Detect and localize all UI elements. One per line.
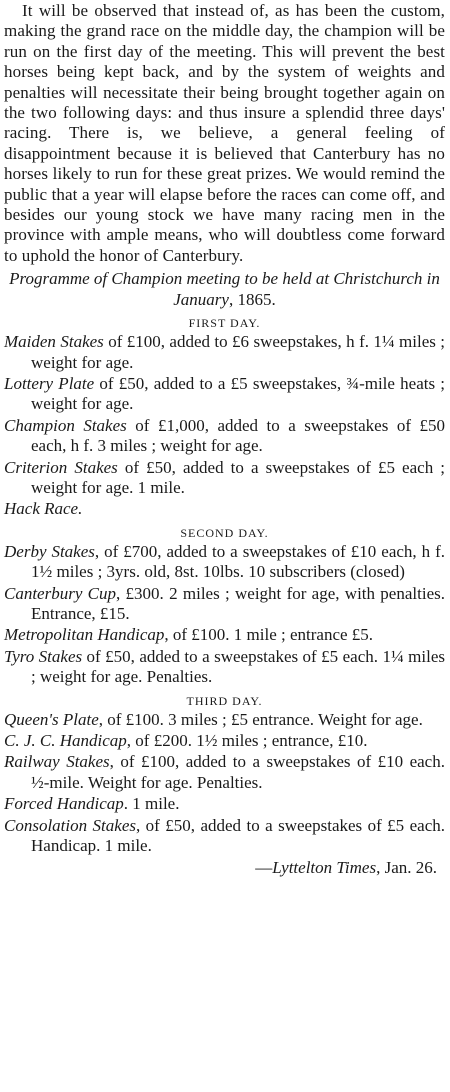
race-details: of £100, added to £6 sweepstakes, h f. 1¼ miles ; weight for age. bbox=[31, 332, 446, 372]
race-details: of £50, added to a £5 sweepstakes, ¾-mile heats ; weight for age. bbox=[31, 373, 446, 414]
race-details: , of £100, added to a sweepstakes of £10 each. ½-mile. Weight for age. Penalties. bbox=[31, 752, 445, 792]
race-name: Queen's Plate bbox=[4, 709, 99, 729]
race-details: , of £100. 1 mile ; entrance £5. bbox=[164, 625, 374, 645]
programme-year: , 1865. bbox=[228, 289, 276, 309]
race-entry bbox=[4, 416, 445, 457]
race-entry bbox=[4, 816, 445, 857]
race-name: Railway Stakes bbox=[4, 752, 110, 772]
race-details: of £50, added to a sweepstakes of £5 each. 1¼ miles ; weight for age. Penalties. bbox=[31, 646, 445, 687]
race-name: Lottery Plate bbox=[4, 373, 95, 393]
race-entry bbox=[4, 625, 445, 645]
race-entry bbox=[4, 584, 445, 625]
race-name: Tyro Stakes bbox=[4, 646, 83, 666]
race-details: , of £100. 3 miles ; £5 entrance. Weight for age. bbox=[98, 709, 423, 729]
race-entry bbox=[4, 794, 445, 814]
programme-title bbox=[4, 269, 445, 310]
attribution-dash: — bbox=[255, 858, 273, 878]
day-heading: FIRST DAY. bbox=[188, 316, 261, 331]
race-name: Hack Race. bbox=[4, 499, 83, 519]
race-entry bbox=[4, 710, 445, 730]
programme-title-text: Programme of Champion meeting to be held at Christchurch in January bbox=[9, 269, 440, 309]
race-entry bbox=[4, 332, 445, 373]
day-section-2 bbox=[4, 526, 445, 688]
race-entry bbox=[4, 542, 445, 583]
race-name: Derby Stakes bbox=[4, 541, 95, 561]
race-name: Canterbury Cup bbox=[4, 583, 117, 603]
race-details: of £50, added to a sweepstakes of £5 each ; weight for age. 1 mile. bbox=[31, 457, 445, 497]
race-entry bbox=[4, 499, 445, 519]
race-name: Criterion Stakes bbox=[4, 457, 118, 477]
race-details: , of £700, added to a sweepstakes of £10 each, h f. 1½ miles ; 3yrs. old, 8st. 10lbs. 10 subscribers (closed) bbox=[31, 541, 445, 582]
race-entry bbox=[4, 731, 445, 751]
day-section-3 bbox=[4, 694, 445, 857]
race-entry bbox=[4, 647, 445, 688]
race-name: Champion Stakes bbox=[4, 415, 127, 435]
attribution-date: , Jan. 26. bbox=[376, 858, 437, 878]
race-name: Metropolitan Handicap bbox=[4, 625, 165, 645]
day-heading: SECOND DAY. bbox=[180, 525, 269, 540]
race-details: , of £50, added to a sweepstakes of £5 each. Handicap. 1 mile. bbox=[31, 815, 445, 856]
race-name: Consolation Stakes bbox=[4, 815, 136, 835]
race-details: of £1,000, added to a sweepstakes of £50 each, h f. 3 miles ; weight for age. bbox=[31, 415, 445, 456]
race-entry bbox=[4, 458, 445, 499]
race-details: . 1 mile. bbox=[123, 794, 180, 814]
source-attribution bbox=[4, 858, 445, 878]
race-details: , of £200. 1½ miles ; entrance, £10. bbox=[126, 731, 368, 750]
day-heading: THIRD DAY. bbox=[186, 693, 263, 708]
race-name: C. J. C. Handicap bbox=[4, 731, 127, 750]
day-section-1 bbox=[4, 316, 445, 520]
race-details: , £300. 2 miles ; weight for age, with penalties. Entrance, £15. bbox=[31, 583, 445, 623]
race-name: Forced Handicap bbox=[4, 794, 124, 814]
attribution-source: Lyttelton Times bbox=[272, 858, 377, 878]
race-entry bbox=[4, 752, 445, 793]
intro-paragraph: It will be observed that instead of, as has been the custom, making the grand race on the middle day, the champion will be run on the first day of the meeting. This will prevent the best horses being kept back, and by the system of weights and penalties will necessitate their being brought together again on the two following days: and thus insure a splendid three days' racing. There is, we believe, a general feeling of disappointment because it is believed that Canterbury has no horses likely to run for these great prizes. We would remind the public that a year will elapse before the races can come off, and besides our young stock we have many racing men in the province with ample means, who will doubtless come forward to uphold the honor of Canterbury. bbox=[4, 1, 445, 265]
race-name: Maiden Stakes bbox=[4, 332, 104, 352]
race-entry bbox=[4, 374, 445, 415]
